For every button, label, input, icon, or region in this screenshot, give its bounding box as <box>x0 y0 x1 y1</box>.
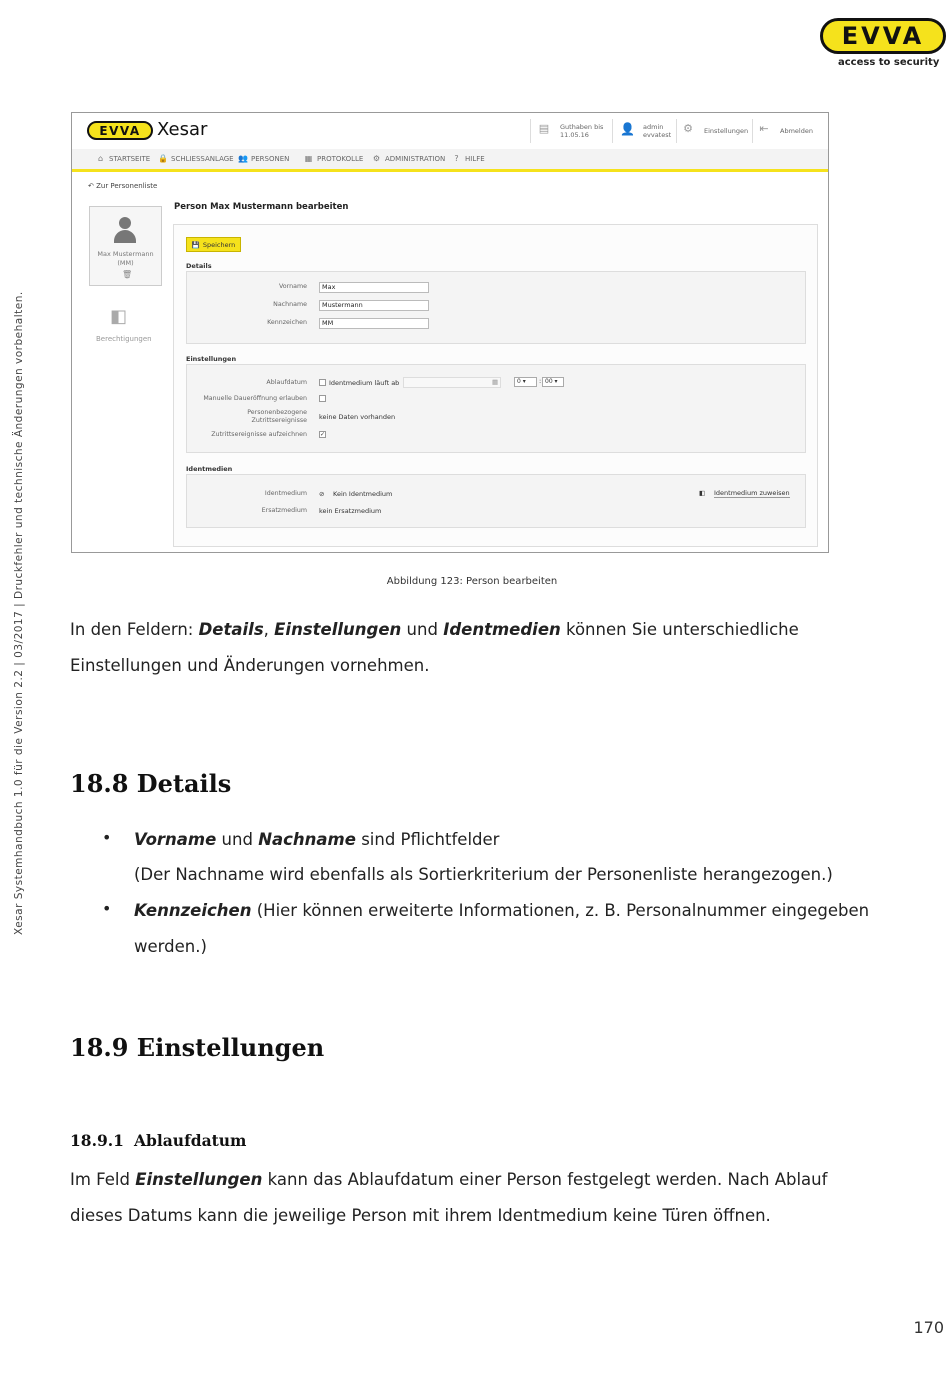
admin-icon: ⚙ <box>372 154 381 163</box>
trash-icon[interactable]: 🗑 <box>122 270 133 279</box>
settings-section-title: Einstellungen <box>186 355 237 363</box>
firstname-label: Vorname <box>278 283 307 290</box>
section-heading-details: 18.8 Details <box>70 769 232 798</box>
xesar-app-name: Xesar <box>157 119 208 140</box>
header-separator <box>612 119 613 143</box>
app-header <box>72 113 828 150</box>
expiry-text-2: kann das Ablaufdatum einer Person festgelegt werden. Nach Ablauf dieses Datums kann die jeweilige Person mit ihrem Identmedium keine Türen öffnen. <box>70 1170 828 1225</box>
lastname-label: Nachname <box>273 301 307 308</box>
bullet1-text-1: und <box>216 830 259 849</box>
expiry-minute-value: 00 <box>545 378 553 385</box>
nav-locking-system-label: SCHLIESSANLAGE <box>171 154 234 163</box>
lastname-field[interactable]: Mustermann <box>319 300 429 311</box>
details-panel <box>186 271 806 344</box>
assign-medium-link[interactable]: Identmedium zuweisen <box>714 489 790 497</box>
subsection-number: 18.9.1 <box>70 1131 124 1150</box>
intro-bold-settings: Einstellungen <box>274 620 402 639</box>
no-medium-icon: ⊘ <box>319 490 325 498</box>
time-colon: : <box>539 377 542 385</box>
intro-text-4: können Sie unterschiedliche Einstellungen und Änderungen vornehmen. <box>70 620 799 675</box>
nav-persons-label: PERSONEN <box>251 154 290 163</box>
back-to-person-list[interactable] <box>88 182 157 190</box>
expiry-checkbox[interactable] <box>319 379 326 386</box>
persons-icon: 👥 <box>238 154 248 163</box>
figure-caption: Abbildung 123: Person bearbeiten <box>386 576 558 587</box>
settings-panel <box>186 364 806 453</box>
replacement-value: kein Ersatzmedium <box>319 507 382 515</box>
events-label-line1: Personenbezogene <box>247 409 307 416</box>
logout-icon: ⇤ <box>759 122 769 135</box>
media-panel <box>186 474 806 528</box>
intro-text-1: In den Feldern: <box>70 620 199 639</box>
save-button-label: Speichern <box>202 240 236 249</box>
details-section-title: Details <box>186 262 212 270</box>
nav-protocols-label: PROTOKOLLE <box>317 154 364 163</box>
side-note: Xesar Systemhandbuch 1.0 für die Version 2.2 | 03/2017 | Druckfehler und technische Änderungen vorbehalten. <box>13 291 25 935</box>
expiry-bold-settings: Einstellungen <box>135 1170 263 1189</box>
edit-person-title: Person Max Mustermann bearbeiten <box>174 202 349 212</box>
bullet1-bold-firstname: Vorname <box>134 830 217 849</box>
header-separator <box>676 119 677 143</box>
nav-home-label: STARTSEITE <box>109 154 151 163</box>
intro-text-2: , <box>263 620 275 639</box>
bullet1-bold-lastname: Nachname <box>258 830 356 849</box>
save-button[interactable] <box>186 237 241 252</box>
person-form <box>173 224 818 547</box>
subsection-title: Ablaufdatum <box>134 1131 247 1150</box>
intro-paragraph <box>70 612 900 683</box>
record-events-checkbox[interactable]: ✓ <box>320 431 326 438</box>
nav-administration-label: ADMINISTRATION <box>385 154 446 163</box>
header-separator <box>530 119 531 143</box>
expiry-label: Ablaufdatum <box>266 379 307 386</box>
back-link-label: Zur Personenliste <box>96 182 158 190</box>
section-heading-settings: 18.9 Einstellungen <box>70 1033 325 1062</box>
manual-opening-checkbox[interactable] <box>319 395 326 402</box>
expiry-text-1: Im Feld <box>70 1170 136 1189</box>
credit-info <box>560 123 603 139</box>
back-arrow-icon: ↶ <box>88 182 97 190</box>
intro-text-3: und <box>401 620 444 639</box>
lock-icon: 🔒 <box>158 154 168 163</box>
header-separator <box>752 119 753 143</box>
user-name: admin <box>643 123 664 131</box>
xesar-evva-badge <box>87 121 153 140</box>
expiry-paragraph <box>70 1162 880 1233</box>
nav-locking-system[interactable] <box>158 154 234 163</box>
bullet-1-subtext: (Der Nachname wird ebenfalls als Sortierkriterium der Personenliste herangezogen.) <box>134 865 833 884</box>
permissions-icon[interactable]: ◧ <box>110 306 128 327</box>
user-org: evvatest <box>643 131 672 139</box>
user-info[interactable] <box>643 123 671 139</box>
bullet2-bold-code: Kennzeichen <box>134 901 252 920</box>
nav-home[interactable] <box>96 154 150 163</box>
settings-link[interactable]: Einstellungen <box>704 127 749 135</box>
nav-persons[interactable] <box>238 154 289 163</box>
intro-bold-details: Details <box>198 620 264 639</box>
app-screenshot <box>71 112 829 553</box>
events-label-line2: Zutrittsereignisse <box>251 416 307 424</box>
calendar-icon[interactable]: ▦ <box>492 378 499 386</box>
evva-logo <box>820 18 946 54</box>
bullet-1 <box>134 822 894 858</box>
evva-logo-text: EVVA <box>841 22 925 50</box>
medium-value: Kein Identmedium <box>333 490 393 498</box>
logout-link[interactable]: Abmelden <box>780 127 813 135</box>
nav-help[interactable] <box>452 154 485 163</box>
nav-protocols[interactable] <box>304 154 363 163</box>
home-icon: ⌂ <box>97 154 104 163</box>
replacement-label: Ersatzmedium <box>261 507 307 514</box>
help-icon: ? <box>454 154 459 163</box>
expiry-hour-value: 0 <box>517 378 521 385</box>
profile-name-line1: Max Mustermann <box>97 250 154 258</box>
save-icon: 💾 <box>191 240 200 249</box>
bullet-dot: • <box>102 899 112 918</box>
medium-label: Identmedium <box>264 490 307 497</box>
firstname-field[interactable]: Max <box>319 282 429 293</box>
bullet1-text-2: sind Pflichtfelder <box>355 830 500 849</box>
events-value: keine Daten vorhanden <box>319 413 396 421</box>
xesar-evva-text: EVVA <box>99 123 141 138</box>
gear-icon: ⚙ <box>683 122 693 135</box>
person-profile-card <box>89 206 162 286</box>
bullet-dot: • <box>102 828 112 847</box>
expiry-minute-select[interactable]: 00 ▾ <box>542 377 564 387</box>
credit-date: 11.05.16 <box>560 131 589 139</box>
nav-help-label: HILFE <box>465 154 485 163</box>
avatar-icon <box>114 217 136 243</box>
code-field[interactable]: MM <box>319 318 429 329</box>
intro-bold-media: Identmedien <box>443 620 561 639</box>
profile-name <box>90 250 161 267</box>
credit-label: Guthaben bis <box>560 123 604 131</box>
protocols-icon: ▦ <box>304 154 313 163</box>
profile-name-line2: (MM) <box>117 258 134 267</box>
expiry-hour-select[interactable]: 0 ▾ <box>514 377 537 387</box>
app-nav <box>72 149 828 172</box>
evva-tagline: access to security <box>838 57 940 68</box>
events-label <box>197 409 307 424</box>
credit-icon: ▤ <box>538 122 550 135</box>
bullet-2 <box>134 893 874 964</box>
permissions-label[interactable]: Berechtigungen <box>96 335 152 343</box>
code-label: Kennzeichen <box>267 319 307 326</box>
nav-administration[interactable] <box>372 154 445 163</box>
manual-opening-label: Manuelle Daueröffnung erlauben <box>203 395 307 402</box>
assign-medium-icon: ◧ <box>699 489 706 497</box>
expiry-checkbox-label: Identmedium läuft ab <box>329 379 400 387</box>
user-icon: 👤 <box>620 122 635 136</box>
bullet2-text: (Hier können erweiterte Informationen, z. B. Personalnummer eingegeben werden.) <box>134 901 870 956</box>
expiry-date-field[interactable] <box>403 377 501 388</box>
page-number: 170 <box>913 1318 944 1337</box>
record-events-label: Zutrittsereignisse aufzeichnen <box>211 431 307 438</box>
media-section-title: Identmedien <box>186 465 233 473</box>
